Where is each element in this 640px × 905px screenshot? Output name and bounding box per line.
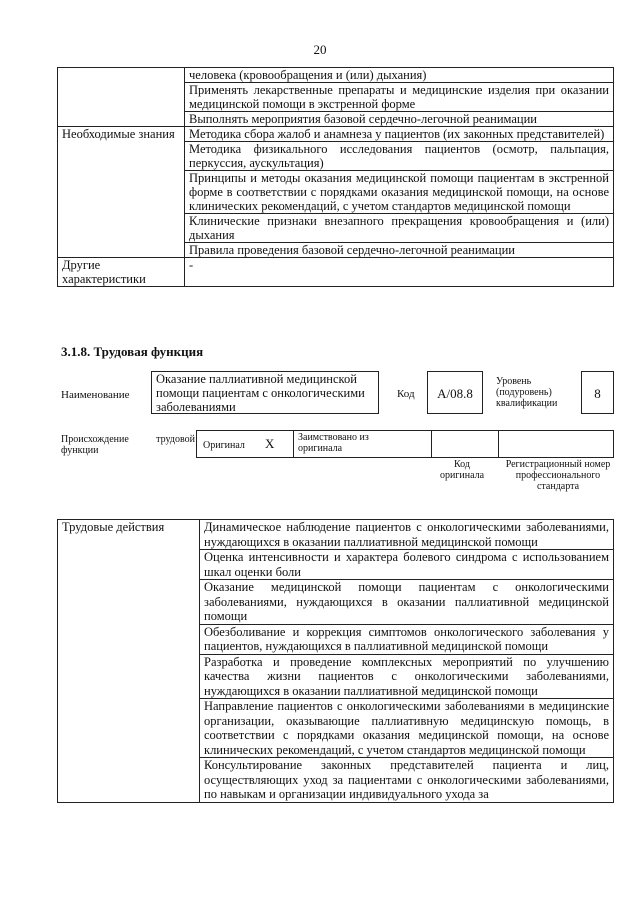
table-row: Консультирование законных представителей пациента и лиц, осуществляющих уход за пациентами с онкологическими заболеваниями, по навыкам и организации индивидуального ухода за [200, 758, 614, 803]
table-row: Разработка и проведение комплексных мероприятий по улучшению качества жизни пациентов с онкологическими заболеваниями, нуждающихся в оказании паллиативной медицинской помощи [200, 654, 614, 699]
table-row: Направление пациентов с онкологическими заболеваниями в медицинские организации, оказывающие паллиативную медицинскую помощь, в соответствии с порядками оказания медицинской помощи, на основе клинических рекомендаций, с учетом стандартов медицинской помощи [200, 699, 614, 758]
code-original-label: Код оригинала [439, 459, 485, 481]
divider [431, 430, 432, 458]
table-row: Применять лекарственные препараты и медицинские изделия при оказании медицинской помощи в экстренной форме [185, 83, 614, 112]
page-number: 20 [313, 42, 327, 57]
table-row: Методика сбора жалоб и анамнеза у пациентов (их законных представителей) [185, 127, 614, 142]
table-row: Правила проведения базовой сердечно-легочной реанимации [185, 243, 614, 258]
divider [293, 430, 294, 458]
table-row: Оценка интенсивности и характера болевого синдрома с использованием шкал оценки боли [200, 550, 614, 580]
code-label: Код [397, 388, 415, 400]
original-mark: X [265, 436, 275, 451]
table-row: Клинические признаки внезапного прекращения кровообращения и (или) дыхания [185, 214, 614, 243]
function-name: Оказание паллиативной медицинской помощи пациентам с онкологическими заболеваниями [151, 371, 379, 414]
origin-label: Происхождение трудовой функции [61, 434, 195, 456]
level-value: 8 [581, 371, 614, 414]
divider [498, 430, 499, 458]
reg-number-label: Регистрационный номер профессионального стандарта [505, 459, 611, 492]
knowledge-label: Необходимые знания [58, 127, 185, 258]
table-row: человека (кровообращения и (или) дыхания) [185, 68, 614, 83]
actions-table [57, 519, 614, 803]
original-label: Оригинал [203, 440, 245, 451]
table-row: Принципы и методы оказания медицинской помощи пациентам в экстренной форме в соответствии с порядками оказания медицинской помощи, на основе клинических рекомендаций, с учетом стандартов медицинской помощи [185, 171, 614, 214]
level-label: Уровень (подуровень) квалификации [496, 376, 558, 409]
table-row: Выполнять мероприятия базовой сердечно-легочной реанимации [185, 112, 614, 127]
borrowed-label: Заимствовано из оригинала [298, 432, 369, 454]
table-row: Оказание медицинской помощи пациентам с онкологическими заболеваниями, нуждающихся в оказании паллиативной медицинской помощи [200, 580, 614, 625]
actions-label: Трудовые действия [58, 520, 200, 803]
empty-label-cell [58, 68, 185, 127]
knowledge-table [57, 67, 614, 287]
section-heading: 3.1.8. Трудовая функция [61, 344, 204, 359]
table-row: Методика физикального исследования пациентов (осмотр, пальпация, перкуссия, аускультация) [185, 142, 614, 171]
other-value: - [185, 258, 614, 287]
name-label: Наименование [61, 389, 130, 401]
table-row: Динамическое наблюдение пациентов с онкологическими заболеваниями, нуждающихся в оказании паллиативной медицинской помощи [200, 520, 614, 550]
table-row: Обезболивание и коррекция симптомов онкологического заболевания у пациентов, нуждающихся в паллиативной медицинской помощи [200, 624, 614, 654]
code-value: A/08.8 [427, 371, 483, 414]
other-label: Другие характеристики [58, 258, 185, 287]
